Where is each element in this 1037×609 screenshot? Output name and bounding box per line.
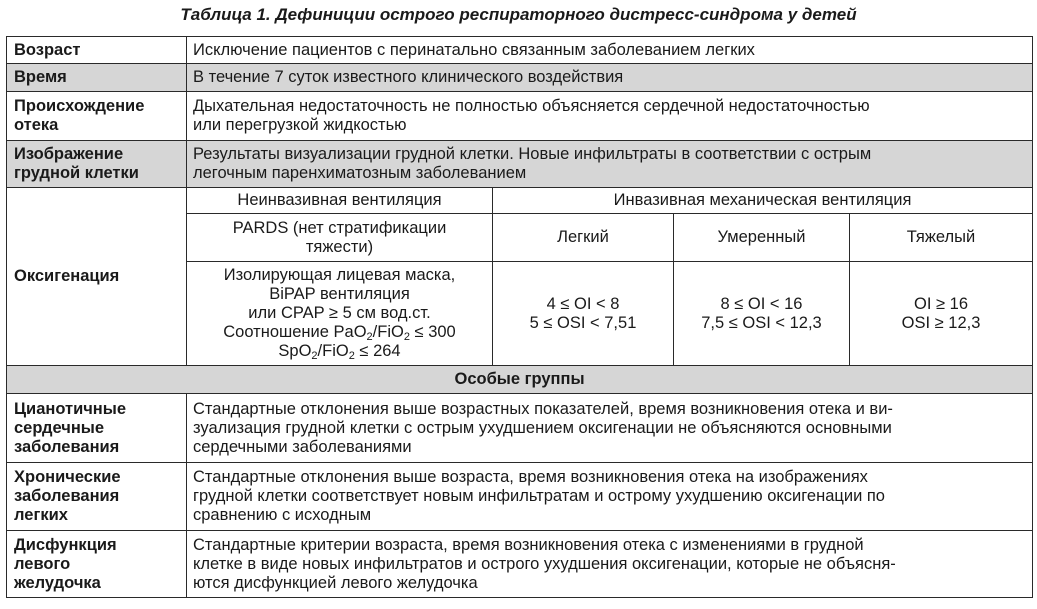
severe-criteria [850, 262, 1033, 366]
mild-criteria [493, 262, 674, 366]
row-text-lv [187, 531, 1033, 598]
row-text-cyanotic [187, 394, 1033, 463]
cyanotic-label-line-3: заболевания [14, 437, 120, 456]
pards-cell [187, 214, 493, 262]
severe-oi: OI ≥ 16 [914, 294, 969, 313]
row-imaging [7, 141, 1033, 188]
noninvasive-header: Неинвазивная вентиляция [187, 188, 493, 214]
cyanotic-text-line-1: Стандартные отклонения выше возрастных показателей, время возникновения отека и ви- [193, 399, 893, 418]
edema-text-line-1: Дыхательная недостаточность не полностью объясняется сердечной недостаточностью [193, 97, 870, 115]
chronic-label-line-1: Хронические [14, 468, 121, 486]
row-label-cyanotic [7, 394, 187, 463]
severe-osi: OSI ≥ 12,3 [901, 313, 981, 332]
imaging-label-line-2: грудной клетки [14, 164, 139, 182]
imaging-label-line-1: Изображение [14, 145, 124, 163]
lv-text-line-2: клетке в виде новых инфильтратов и острого ухудшения оксигенации, которые не объясня- [193, 554, 896, 573]
chronic-text-line-3: сравнению с исходным [193, 506, 372, 524]
moderate-osi: 7,5 ≤ OSI < 12,3 [701, 313, 822, 332]
row-special-groups-header [7, 366, 1033, 394]
noninvasive-line-4: Соотношение PaO$_2$/FiO$_2$ ≤ 300 [223, 323, 456, 343]
special-groups-header: Особые группы [7, 366, 1033, 394]
chronic-text-line-1: Стандартные отклонения выше возраста, время возникновения отека на изображениях [193, 468, 868, 486]
lv-label-line-1: Дисфункция [14, 535, 117, 554]
severity-severe: Тяжелый [850, 214, 1033, 262]
table-caption: Таблица 1. Дефиниции острого респираторного дистресс-синдрома у детей [180, 5, 857, 24]
chronic-label-line-2: заболевания [14, 487, 120, 505]
lv-label-line-2: левого [14, 554, 71, 573]
noninvasive-line-2: BiPAP вентиляция [269, 285, 410, 303]
definitions-table [6, 36, 1033, 598]
cyanotic-text-line-3: сердечными заболеваниями [193, 437, 412, 456]
row-chronic [7, 463, 1033, 531]
cyanotic-text-line-2: зуализация грудной клетки с острым ухудшением оксигенации не объясняются основными [193, 418, 892, 437]
edema-text-line-2: или перегрузкой жидкостью [193, 116, 407, 134]
pards-line-2: тяжести) [305, 237, 374, 256]
invasive-header: Инвазивная механическая вентиляция [493, 188, 1033, 214]
imaging-text-line-2: легочным паренхиматозным заболеванием [193, 164, 527, 182]
row-text-chronic [187, 463, 1033, 531]
row-label-edema [7, 92, 187, 141]
pards-line-1: PARDS (нет стратификации [232, 218, 447, 237]
row-cyanotic [7, 394, 1033, 463]
mild-osi: 5 ≤ OSI < 7,51 [529, 313, 637, 332]
row-text-imaging [187, 141, 1033, 188]
chronic-text-line-2: грудной клетки соответствует новым инфильтратам и острому ухудшению оксигенации по [193, 487, 885, 505]
noninvasive-line-5: SpO$_2$/FiO$_2$ ≤ 264 [278, 342, 401, 362]
noninvasive-line-3: или CPAP ≥ 5 см вод.ст. [248, 304, 431, 322]
row-text-age: Исключение пациентов с перинатально связанным заболеванием легких [187, 37, 1033, 64]
severity-moderate: Умеренный [674, 214, 850, 262]
edema-label-line-2: отека [14, 116, 59, 134]
imaging-text-line-1: Результаты визуализации грудной клетки. Новые инфильтраты в соответствии с острым [193, 145, 872, 163]
row-label-age: Возраст [7, 37, 187, 64]
cyanotic-label-line-2: сердечные [14, 418, 105, 437]
oxygenation-label: Оксигенация [7, 188, 187, 366]
lv-label-line-3: желудочка [14, 573, 101, 592]
cyanotic-label-line-1: Цианотичные [14, 399, 127, 418]
row-text-time: В течение 7 суток известного клинического воздействия [187, 64, 1033, 92]
row-edema [7, 92, 1033, 141]
row-age [7, 37, 1033, 64]
lv-text-line-1: Стандартные критерии возраста, время возникновения отека с изменениями в грудной [193, 535, 864, 554]
row-label-imaging [7, 141, 187, 188]
lv-text-line-3: ются дисфункцией левого желудочка [193, 573, 478, 592]
row-lv [7, 531, 1033, 598]
moderate-criteria [674, 262, 850, 366]
row-label-lv [7, 531, 187, 598]
noninvasive-criteria [187, 262, 493, 366]
moderate-oi: 8 ≤ OI < 16 [720, 294, 803, 313]
chronic-label-line-3: легких [14, 506, 68, 524]
row-time [7, 64, 1033, 92]
row-oxygenation-headers [7, 188, 1033, 214]
mild-oi: 4 ≤ OI < 8 [546, 294, 620, 313]
severity-mild: Легкий [493, 214, 674, 262]
row-label-chronic [7, 463, 187, 531]
edema-label-line-1: Происхождение [14, 97, 145, 115]
row-label-time: Время [7, 64, 187, 92]
row-text-edema [187, 92, 1033, 141]
noninvasive-line-1: Изолирующая лицевая маска, [223, 266, 456, 284]
